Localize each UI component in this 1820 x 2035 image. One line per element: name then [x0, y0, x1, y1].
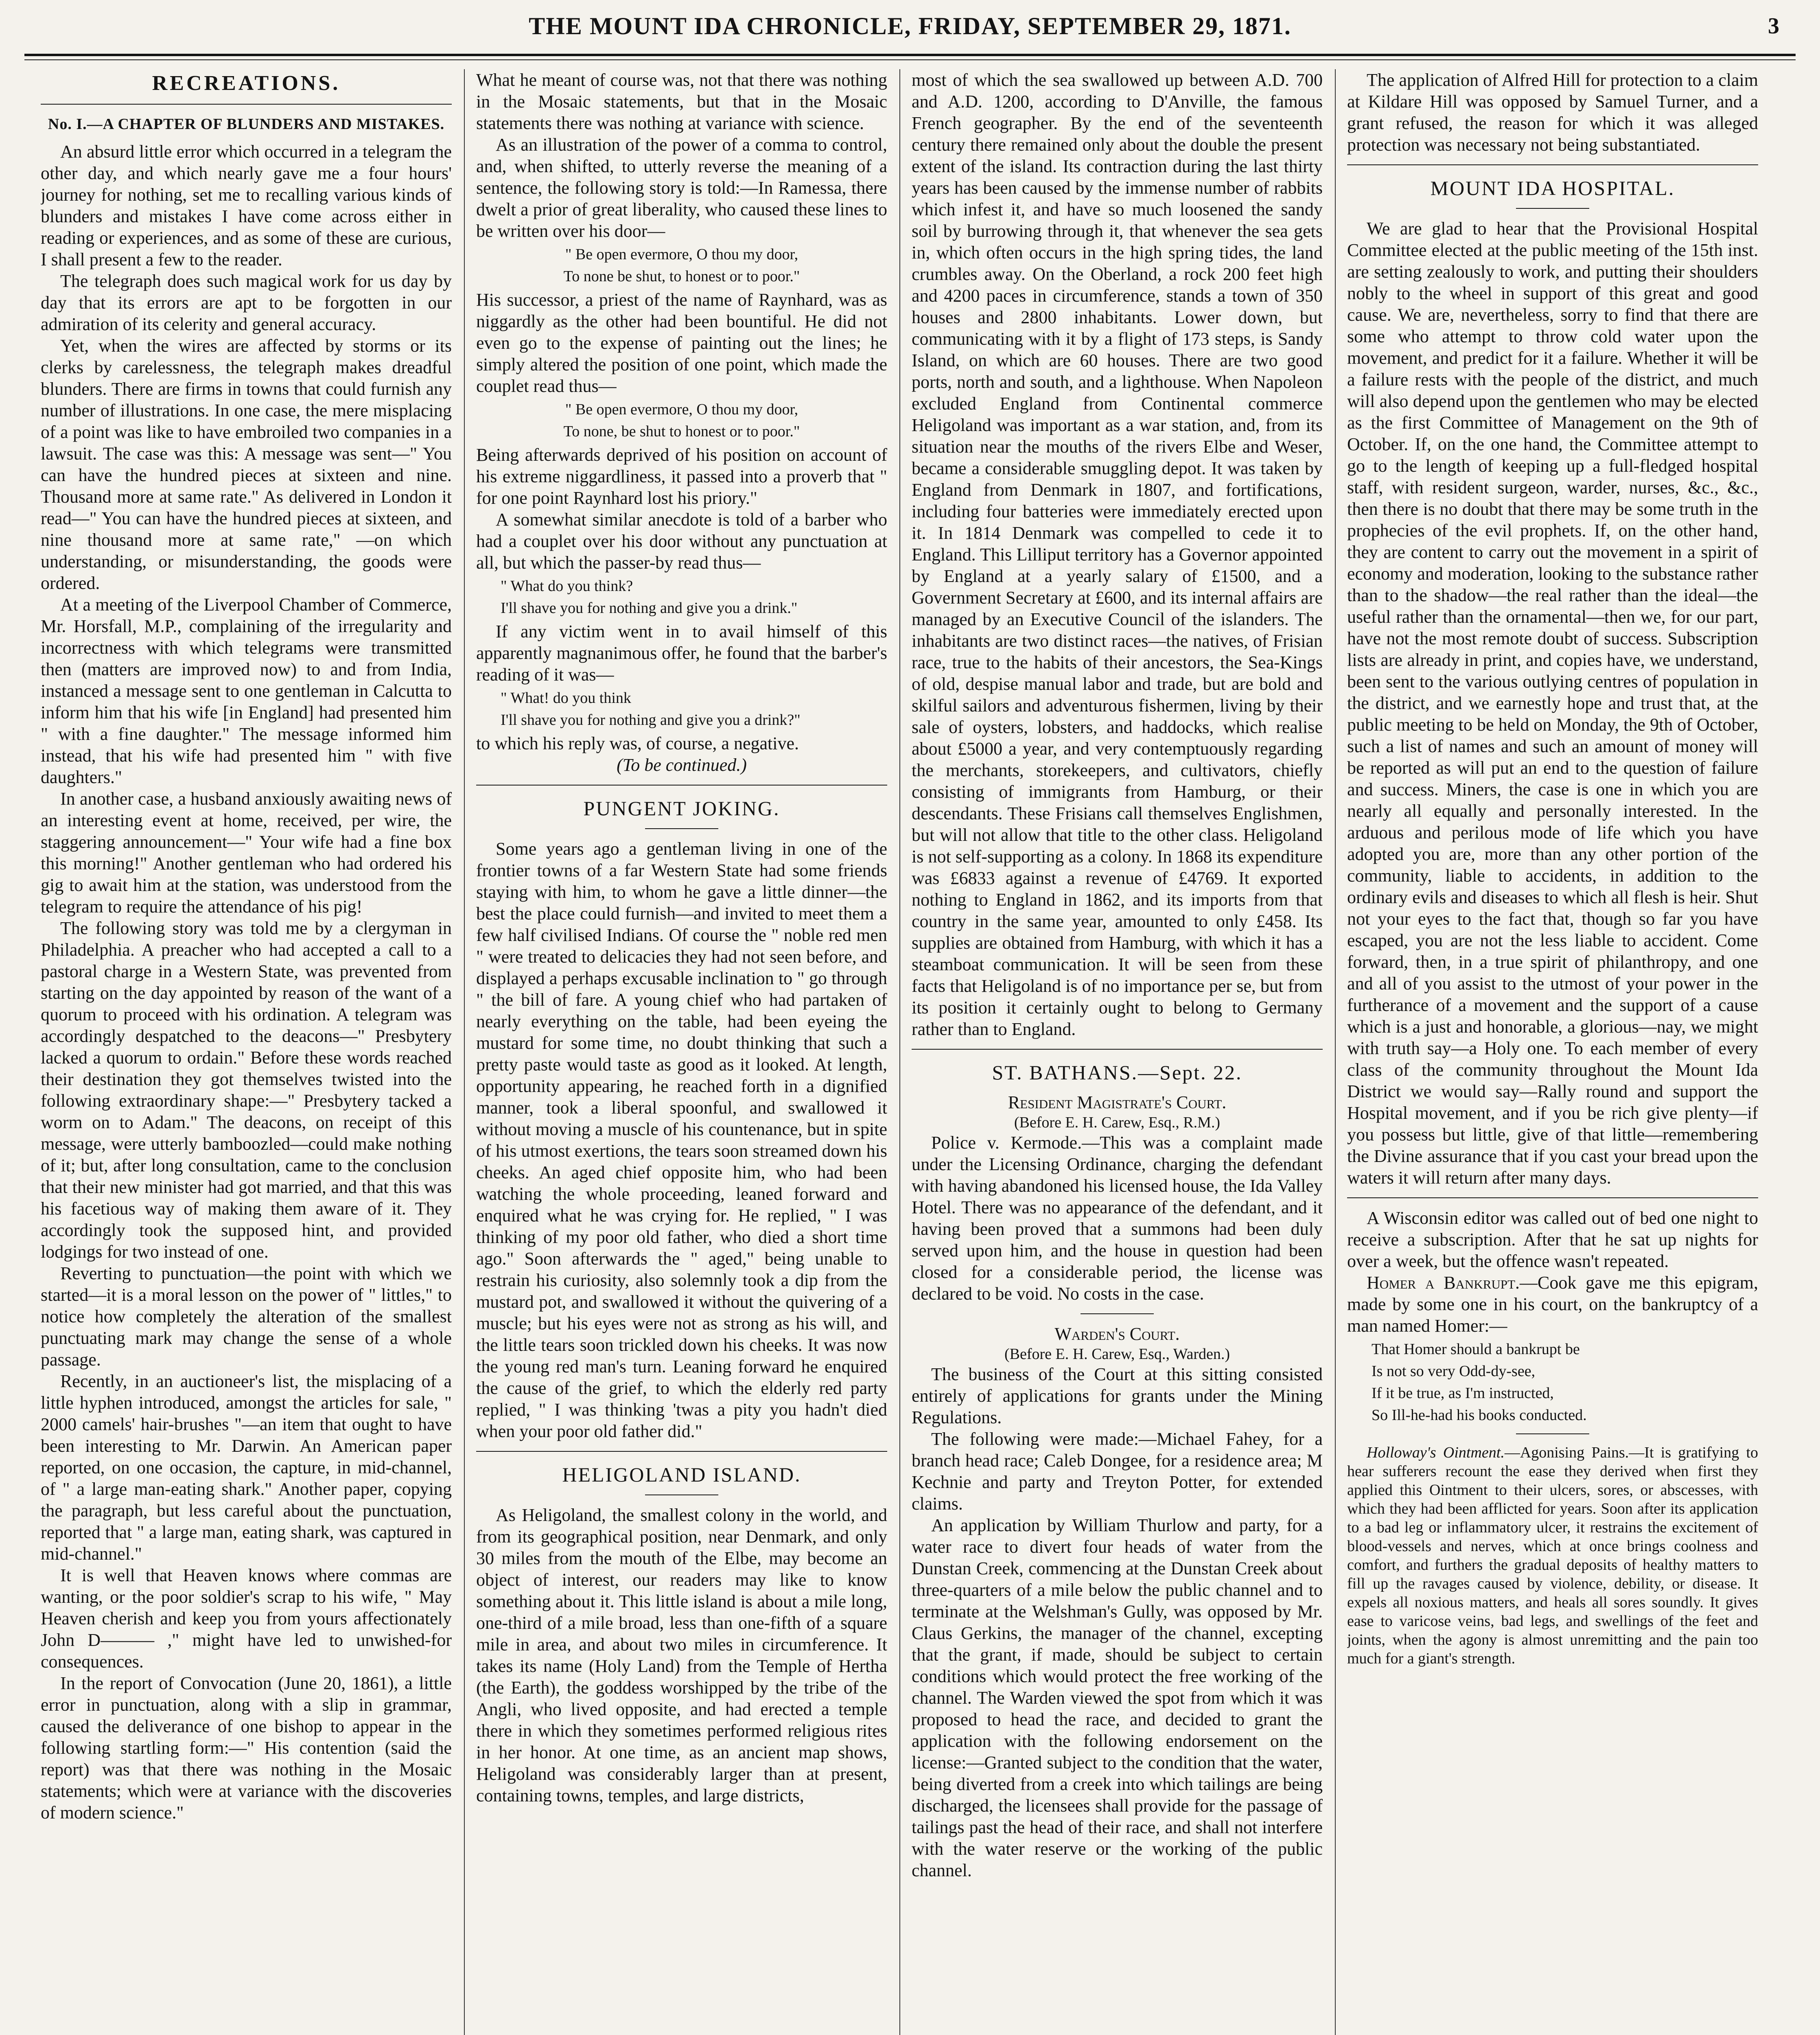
continued-note: (To be continued.) — [617, 755, 747, 775]
pungent-heading: PUNGENT JOKING. — [583, 797, 780, 820]
article-paragraph: The telegraph does such magical work for us day by day that its errors are apt to be forgotten in our admiration of its celerity and general accuracy. — [41, 271, 452, 334]
divider — [1516, 208, 1589, 209]
article-paragraph: Reverting to punctuation—the point with which we started—it is a moral lesson on the power of " littles," to notice how completely the alteration of the smallest punctuating mark may change the sense of a whole passage. — [41, 1263, 452, 1370]
divider — [1347, 1197, 1758, 1198]
article-paragraph: A somewhat similar anecdote is told of a barber who had a couplet over his door without any punctuation at all, but which the passer-by read thus— — [476, 510, 887, 573]
column-divider — [464, 69, 465, 2035]
masthead-rule — [24, 54, 1796, 56]
masthead-rule-thin — [24, 59, 1796, 60]
verse-line: To none, be shut to honest or to poor." — [563, 423, 800, 440]
divider — [1516, 1433, 1589, 1434]
divider — [1081, 1313, 1154, 1314]
chapter-heading: No. I.—A CHAPTER OF BLUNDERS AND MISTAKES. — [48, 116, 445, 133]
verse-line: " What do you think? — [501, 578, 633, 595]
divider — [41, 104, 452, 105]
article-paragraph: As Heligoland, the smallest colony in the world, and from its geographical position, near Denmark, and only 30 miles from the mouth of the Elbe, may become an object of interest, our readers may like to know something about it. This little island is about a mile long, one-third of a mile broad, less than one-fifth of a square mile in area, and about two miles in circumference. It takes its name (Holy Land) from the Temple of Hertha (the Earth), the goddess worshipped by the tribe of the Angli, who lived opposite, and had erected a temple there in which they sometimes performed religious rites in her honor. At one time, as an ancient map shows, Heligoland was considerably larger than at present, containing towns, temples, and large districts, — [476, 1505, 887, 1805]
epigram-line: That Homer should a bankrupt be — [1372, 1341, 1580, 1358]
court-before: (Before E. H. Carew, Esq., Warden.) — [1004, 1346, 1230, 1363]
column-2 — [476, 69, 887, 2035]
page-number: 3 — [1768, 13, 1779, 39]
masthead — [0, 0, 1820, 61]
epigram-line: Is not so very Odd-dy-see, — [1372, 1363, 1536, 1380]
advertisement — [1347, 1443, 1758, 1668]
verse-line: " What! do you think — [501, 689, 631, 707]
recreations-heading: RECREATIONS. — [152, 72, 341, 95]
column-4 — [1347, 69, 1758, 2035]
court-heading: Warden's Court. — [1054, 1324, 1180, 1344]
article-paragraph: Yet, when the wires are affected by storms or its clerks by carelessness, the telegraph makes dreadful blunders. There are firms in towns that could furnish any number of illustrations. In one case, the mere misplacing of a point was like to have embroiled two companies in a lawsuit. The case was this: A message was sent—" You can have the hundred pieces at sixteen and nine. Thousand more at same rate." As delivered in London it read—" You can have the hundred pieces at sixteen, and nine thousand more at same rate," —on which understanding, or misunderstanding, the goods were ordered. — [41, 336, 452, 593]
column-1 — [41, 69, 452, 2035]
court-before: (Before E. H. Carew, Esq., R.M.) — [1014, 1114, 1221, 1131]
article-paragraph: At a meeting of the Liverpool Chamber of Commerce, Mr. Horsfall, M.P., complaining of the irregularity and incorrectness with which telegrams were transmitted then (matters are improved now) to and from India, instanced a message sent to one gentleman in Calcutta to inform him that his wife [in England] had presented him " with a fine daughter." The message informed him instead, that his wife had presented him " with five daughters." — [41, 595, 452, 787]
article-paragraph: We are glad to hear that the Provisional Hospital Committee elected at the public meeting of the 15th inst. are setting zealously to work, and putting their shoulders nobly to the wheel in support of this great and good cause. We are, nevertheless, sorry to find that there are some who attempt to throw cold water upon the movement, and predict for it a failure. Whether it will be a failure rests with the people of the district, and much will also depend upon the gentlemen who may be elected as the first Committee of Management on the 9th of October. If, on the one hand, the Committee attempt to go to the length of keeping up a full-fledged hospital staff, with resident surgeon, warder, nurses, &c., &c., then there is no doubt that there may be some truth in the prophecies of the evil prophets. If, on the other hand, they are content to carry out the movement in a spirit of economy and moderation, looking to the substance rather than to the shadow—the real rather than the ideal—the useful rather than the ornamental—then we, for our part, have not the most remote doubt of success. Subscription lists are already in print, and copies have, we understand, been sent to the various outlying centres of population in the district, and we earnestly hope and trust that, at the public meeting to be held on Monday, the 9th of October, such a list of names and such an amount of money will be reported as will put an end to the question of failure and success. Miners, the case is one in which you are nearly all equally and personally interested. In the arduous and perilous mode of life which you have adopted you are, more than any other portion of the community, liable to accidents, in addition to the ordinary evils and diseases to which all flesh is heir. Shut not your eyes to the fact that, though so far you have escaped, you are not the less liable to accident. Come forward, then, in a true spirit of philanthropy, and one and all of you assist to the utmost of your power in the furtherance of a movement and the support of a cause which is a just and honorable, a glorious—nay, we might with truth say—a Holy one. To each member of every class of the community throughout the Mount Ida District we would say—Rally round and support the Hospital movement, and if you be rich give plenty—if you possess but little, give of that little—remembering the Divine assurance that if you cast your bread upon the waters it will return after many days. — [1347, 219, 1758, 1188]
bathans-heading: ST. BATHANS.—Sept. 22. — [992, 1061, 1242, 1084]
divider — [476, 1451, 887, 1452]
article-paragraph: Some years ago a gentleman living in one of the frontier towns of a far Western State had some friends staying with him, to whom he gave a little dinner—the best the place could furnish—and invited to meet them a few half civilised Indians. Of course the " noble red men " were treated to delicacies they had not seen before, and displayed a perhaps excusable inclination to " go through " the bill of fare. A young chief who had partaken of nearly everything on the table, had been eyeing the mustard for some time, no doubt thinking that such a pretty paste would taste as good as it looked. At length, opportunity appearing, he reached forth in a dignified manner, took a liberal spoonful, and swallowed it without moving a muscle of his countenance, but in spite of his utmost exertions, the tears soon streamed down his cheeks. An aged chief opposite him, who had been watching the whole proceeding, leaned forward and enquired what he was crying for. He replied, " I was thinking of my poor old father, who died a short time ago." Soon afterwards the " aged," being unable to restrain his curiosity, also solemnly took a dip from the mustard pot, and swallowed it without the quivering of a muscle; but his eyes were not as strong as his will, and the little tears soon trickled down his cheeks. It was now the young red man's turn. Leaning forward he enquired the cause of the grief, to which the elderly red party replied, " I was thinking 'twas a pity you hadn't died when your poor old father did." — [476, 839, 887, 1441]
page-title: THE MOUNT IDA CHRONICLE, FRIDAY, SEPTEMBER 29, 1871. — [529, 13, 1291, 39]
article-paragraph: Recently, in an auctioneer's list, the misplacing of a little hyphen introduced, amongst the articles for sale, " 2000 camels' hair-brushes "—an item that ought to have been interesting to Mr. Darwin. An American paper reported, on one occasion, the capture, in mid-channel, of " a large man-eating shark." Another paper, copying the paragraph, but less careful about the punctuation, reported that " a large man, eating shark, was captured in mid-channel." — [41, 1371, 452, 1564]
item-text: —Cook gave me this epigram, made by some one in his court, on the bankruptcy of a man named Homer:— — [1347, 1273, 1758, 1336]
article-paragraph: An application by William Thurlow and party, for a water race to divert four heads of water from the Dunstan Creek, commencing at the Dunstan Creek about three-quarters of a mile below the public channel and to terminate at the Welshman's Gully, was opposed by Mr. Claus Gerkins, the manager of the channel, excepting that the grant, if made, should be subject to certain conditions which would protect the free working of the channel. The Warden viewed the spot from which it was proposed to head the race, and decided to grant the application with the following endorsement on the license:—Granted subject to the condition that the water, being diverted from a creek into which tailings are being discharged, the licensees shall provide for the passage of tailings past the head of their race, and shall not interfere with the water reserve or the working of the public channel. — [912, 1515, 1323, 1880]
ad-title: Holloway's Ointment. — [1367, 1444, 1505, 1461]
article-paragraph: As an illustration of the power of a comma to control, and, when shifted, to utterly reverse the meaning of a sentence, the following story is told:—In Ramessa, there dwelt a prior of great liberality, who caused these lines to be written over his door— — [476, 135, 887, 241]
divider — [645, 828, 718, 829]
article-paragraph — [1347, 1272, 1758, 1337]
divider — [1347, 164, 1758, 165]
article-paragraph: Being afterwards deprived of his position on account of his extreme niggardliness, it passed into a proverb that " for one point Raynhard lost his priory." — [476, 445, 887, 508]
divider — [912, 1049, 1323, 1050]
article-paragraph: A Wisconsin editor was called out of bed one night to receive a subscription. After that he sat up nights for over a week, but the offence wasn't repeated. — [1347, 1208, 1758, 1271]
article-paragraph: The application of Alfred Hill for protection to a claim at Kildare Hill was opposed by Samuel Turner, and a grant refused, the reason for which it was alleged protection was necessary not being substantiated. — [1347, 70, 1758, 155]
court-heading: Resident Magistrate's Court. — [1008, 1092, 1227, 1112]
hospital-heading: MOUNT IDA HOSPITAL. — [1430, 177, 1675, 199]
column-divider — [1335, 69, 1336, 2035]
verse-line: " Be open evermore, O thou my door, — [565, 246, 798, 263]
article-paragraph: most of which the sea swallowed up between A.D. 700 and A.D. 1200, according to D'Anville, the famous French geographer. By the end of the seventeenth century there remained only about the double the present extent of the island. Its contraction during the last thirty years has been caused by the immense number of rabbits which infest it, and have so much loosened the sandy soil by burrowing through it, that whenever the sea gets in, which often occurs in the high spring tides, the land crumbles away. On the Oberland, a rock 200 feet high and 4200 paces in circumference, stands a town of 350 houses and 2800 inhabitants. Lower down, but communicating with it by a flight of 173 steps, is Sandy Island, on which are 60 houses. There are two good ports, north and south, and a lighthouse. When Napoleon excluded England from Continental commerce Heligoland was important as a war station, and, from its situation near the mouths of the rivers Elbe and Weser, became a considerable smuggling depot. It was taken by England from Denmark in 1807, and fortifications, including four batteries were immediately erected upon it. In 1814 Denmark was compelled to cede it to England. This Lilliput territory has a Governor appointed by England at a yearly salary of £1500, and a Government Secretary at £600, and its internal affairs are managed by an Executive Council of the islanders. The inhabitants are two distinct races—the natives, of Frisian race, true to the habits of their ancestors, the Sea-Kings of old, despise manual labor and trade, but are bold and skilful sailors and adventurous fishermen, living by their sale of oysters, lobsters, and haddocks, which realise about £5000 a year, and very contemptuously regarding the merchants, storekeepers, and cultivators, chiefly consisting of immigrants from Hamburg, or their descendants. These Frisians call themselves Englishmen, but will not allow that title to the other class. Heligoland is not self-supporting as a colony. In 1868 its expenditure was £6833 against a revenue of £4769. It exported nothing to England in 1862, and its imports from that country in the same year, amounted to only £458. Its supplies are obtained from Hamburg, with which it has a steamboat communication. It will be seen from these facts that Heligoland is of no importance per se, but from its position it certainly ought to belong to Germany rather than to England. — [912, 70, 1323, 1039]
verse-line: I'll shave you for nothing and give you a drink?" — [501, 711, 801, 729]
epigram-line: So Ill-he-had his books conducted. — [1372, 1407, 1587, 1424]
article-paragraph: What he meant of course was, not that there was nothing in the Mosaic statements, but that in the Mosaic statements there was nothing at variance with science. — [476, 70, 887, 133]
article-paragraph: Police v. Kermode.—This was a complaint made under the Licensing Ordinance, charging the defendant with having abandoned his licensed house, the Ida Valley Hotel. There was no appearance of the defendant, and it having been proved that a summons had been duly served upon him, and the house in question had been closed for a considerable period, the license was declared to be void. No costs in the case. — [912, 1133, 1323, 1304]
article-paragraph: An absurd little error which occurred in a telegram the other day, and which nearly gave me a four hours' journey for nothing, set me to recalling various kinds of blunders and mistakes I have come across either in reading or experiences, and as some of these are curious, I shall present a few to the reader. — [41, 142, 452, 269]
column-divider — [899, 69, 900, 2035]
verse-line: To none be shut, to honest or to poor." — [563, 268, 800, 285]
article-paragraph: The following were made:—Michael Fahey, for a branch head race; Caleb Dongee, for a residence area; M Kechnie and party and Treyton Potter, for extended claims. — [912, 1429, 1323, 1514]
divider — [476, 785, 887, 786]
article-paragraph: If any victim went in to avail himself of this apparently magnanimous offer, he found that the barber's reading of it was— — [476, 621, 887, 685]
article-paragraph: In the report of Convocation (June 20, 1861), a little error in punctuation, along with a slip in grammar, caused the deliverance of one bishop to appear in the following startling form:—" His contention (said the report) was that there was nothing in the Mosaic statements; which were at variance with the discoveries of modern science." — [41, 1673, 452, 1823]
article-paragraph: His successor, a priest of the name of Raynhard, was as niggardly as the other had been bountiful. He did not even go to the expense of painting out the lines; he simply altered the position of one point, which made the couplet read thus— — [476, 290, 887, 396]
article-paragraph: The following story was told me by a clergyman in Philadelphia. A preacher who had accepted a call to a pastoral charge in a Western State, was prevented from starting on the day appointed by reason of the want of a quorum to proceed with his ordination. A telegram was accordingly despatched to the deacons—" Presbytery lacked a quorum to ordain." Before these words reached their destination they got themselves twisted into the following extraordinary shape:—" Presbytery tacked a worm on to Adam." The deacons, on receipt of this message, were utterly bamboozled—could make nothing of it; but, after long consultation, came to the conclusion that their new minister had got married, and that this was his facetious way of making them aware of it. They accordingly took the supposed hint, and provided lodgings for two instead of one. — [41, 918, 452, 1262]
item-title: Homer a Bankrupt. — [1367, 1273, 1520, 1293]
article-paragraph: The business of the Court at this sitting consisted entirely of applications for grants under the Mining Regulations. — [912, 1364, 1323, 1427]
ad-text: —Agonising Pains.—It is gratifying to hear sufferers recount the ease they derived when first they applied this Ointment to their ulcers, sores, or abscesses, with which they had been afflicted for years. Soon after its application to a bad leg or inflammatory ulcer, it restrains the excitement of blood-vessels and nerves, which at once brings coolness and comfort, and furthers the gradual deposits of healthy matters to fill up the ravages caused by violence, debility, or disease. It expels all noxious matters, and heals all sores soundly. It gives ease to varicose veins, bad legs, and swellings of the feet and joints, when the agony is almost unremitting and the pain too much for a giant's strength. — [1347, 1444, 1758, 1667]
column-3 — [912, 69, 1323, 2035]
article-paragraph: to which his reply was, of course, a negative. — [476, 733, 799, 753]
epigram-line: If it be true, as I'm instructed, — [1372, 1385, 1554, 1402]
heligoland-heading: HELIGOLAND ISLAND. — [562, 1463, 801, 1486]
article-paragraph: In another case, a husband anxiously awaiting news of an interesting event at home, received, per wire, the staggering announcement—" Your wife had a fine box this morning!" Another gentleman who had ordered his gig to await him at the station, was understood from the telegram to require the attendance of his pig! — [41, 789, 452, 917]
verse-line: " Be open evermore, O thou my door, — [565, 401, 798, 418]
article-paragraph: It is well that Heaven knows where commas are wanting, or the poor soldier's scrap to his wife, " May Heaven cherish and keep you from yours affectionately John D——— ," might have led to unwished-for consequences. — [41, 1565, 452, 1672]
verse-line: I'll shave you for nothing and give you a drink." — [501, 600, 798, 617]
